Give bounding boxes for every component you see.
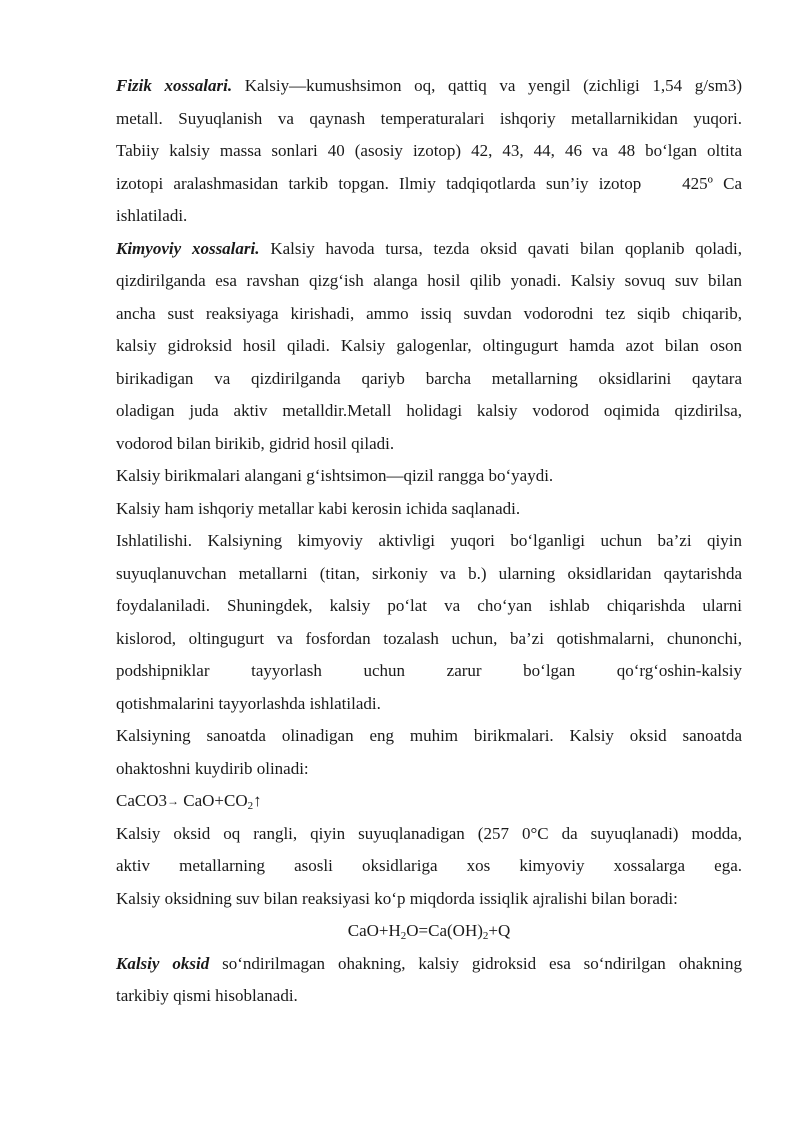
paragraph-fizik-xossalari: Fizik xossalari. Kalsiy—kumushsimon oq, qattiq va yengil (zichligi 1,54 g/sm3) metall. Suyuqlanish va qaynash temperaturalari ishqoriy metallarnikidan yuqori. Tabiiy kalsiy massa sonlari 40 (asosiy izotop) 42, 43, 44, 46 va 48 bo‘lgan oltita izotopi aralashmasidan tarkib topgan. Ilmiy tadqiqotlarda sun’iy izotop 425º Ca ishlatiladi.	[116, 76, 743, 225]
equation-caco3: CaCO3→ $CaO+CO_2↑$	[116, 791, 262, 812]
paragraph-kalsiy-oksid: Kalsiy oksid so‘ndirilmagan ohakning, kalsiy gidroksid esa so‘ndirilgan ohakning tarkibiy qismi hisoblanadi.	[116, 953, 742, 1005]
paragraph-kalsiy-oksid-xossalari: Kalsiy oksid oq rangli, qiyin suyuqlanadigan (257 0°C da suyuqlanadi) modda, aktiv metallarning asosli oksidlariga xos kimyoviy xossalarga ega. Kalsiy oksidning suv bilan reaksiyasi ko‘p miqdorda issiqlik ajralishi bilan boradi:	[116, 823, 742, 908]
heading-kimyoviy-xossalari: Kimyoviy xossalari.	[116, 238, 260, 258]
paragraph-alanga: Kalsiy birikmalari alangani g‘ishtsimon—qizil rangga bo‘yaydi.	[116, 466, 554, 485]
paragraph-birikmalar: Kalsiyning sanoatda olinadigan eng muhim birikmalari. Kalsiy oksid sanoatda ohaktoshni kuydirib olinadi:	[116, 726, 742, 778]
equation-cao-water: $CaO+H_2O=Ca(OH)_2+Q$	[347, 921, 511, 942]
paragraph-kimyoviy-xossalari: Kimyoviy xossalari. Kalsiy havoda tursa, tezda oksid qavati bilan qoplanib qoladi, qizdirilganda esa ravshan qizg‘ish alanga hosil qilib yonadi. Kalsiy sovuq suv bilan ancha sust reaksiyaga kirishadi, ammo issiq suvdan vodorodni tez siqib chiqarib, kalsiy gidroksid hosil qiladi. Kalsiy galogenlar, oltingugurt hamda azot bilan oson birikadigan va qizdirilganda qariyb barcha metallarning oksidlarini qaytara oladigan juda aktiv metalldir.Metall holidagi kalsiy vodorod oqimida qizdirilsa, vodorod bilan birikib, gidrid hosil qiladi.	[116, 238, 742, 453]
heading-kalsiy-oksid: Kalsiy oksid	[116, 953, 210, 973]
document-body	[116, 70, 742, 1013]
paragraph-kerosin: Kalsiy ham ishqoriy metallar kabi kerosin ichida saqlanadi.	[116, 498, 521, 518]
arrow-icon: →	[167, 794, 179, 808]
heading-fizik-xossalari: Fizik xossalari.	[116, 76, 233, 95]
paragraph-ishlatilishi: Ishlatilishi. Kalsiyning kimyoviy aktivligi yuqori bo‘lganligi uchun ba’zi qiyin suyuqlanuvchan metallarni (titan, sirkoniy va b.) ularning oksidlaridan qaytarishda foydalaniladi. Shuningdek, kalsiy po‘lat va cho‘yan ishlab chiqarishda ularni kislorod, oltingugurt va fosfordan tozalash uchun, ba’zi qotishmalarni, chunonchi, podshipniklar tayyorlash uchun zarur bo‘lgan qo‘rg‘oshin-kalsiy qotishmalarini tayyorlashda ishlatiladi.	[116, 531, 742, 713]
